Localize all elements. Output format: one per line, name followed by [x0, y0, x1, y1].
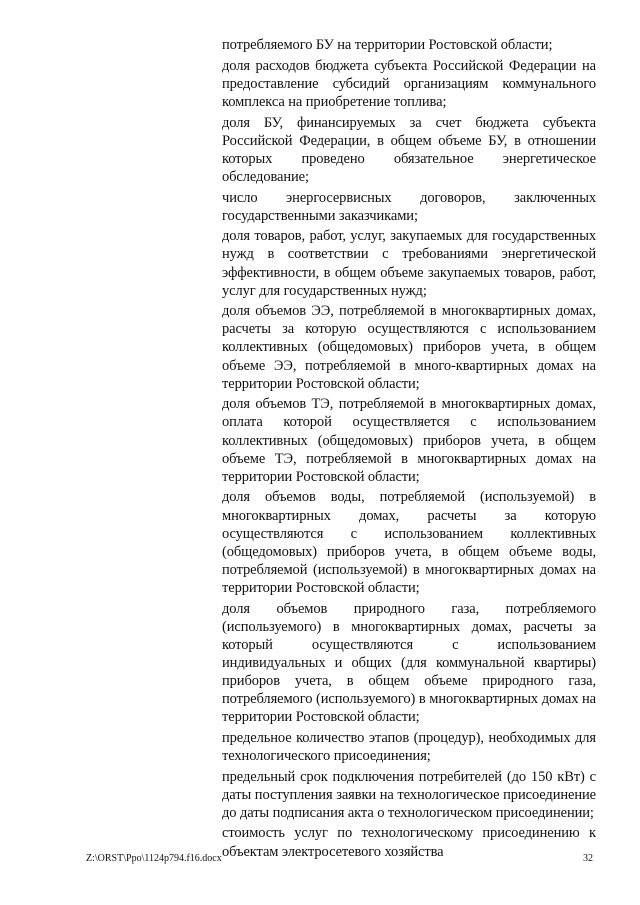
paragraph: предельное количество этапов (процедур), необходимых для технологического присоединения; — [222, 729, 596, 764]
paragraph: потребляемого БУ на территории Ростовской области; — [222, 37, 553, 53]
paragraph: доля объемов воды, потребляемой (используемой) в многоквартирных домах, расчеты за которую осуществляются с использованием коллективных (общедомовых) приборов учета, в общем объеме воды, потребляемой (используемой) в многоквартирных домах на территории Ростовской области; — [222, 489, 596, 596]
paragraph: доля расходов бюджета субъекта Российской Федерации на предоставление субсидий организациям коммунального комплекса на приобретение топлива; — [222, 57, 596, 110]
paragraph: стоимость услуг по технологическому присоединению к объектам электросетевого хозяйства — [222, 825, 596, 860]
paragraph: доля объемов ТЭ, потребляемой в многоквартирных домах, оплата которой осуществляется с использованием коллективных (общедомовых) приборов учета, в общем объеме ТЭ, потребляемой в многоквартирных домах на территории Ростовской области; — [222, 396, 596, 485]
paragraph: доля объемов ЭЭ, потребляемой в многоквартирных домах, расчеты за которую осуществляются с использованием коллективных (общедомовых) приборов учета, в общем объеме ЭЭ, потребляемой в много-квартирных домах на территории Ростовской области; — [222, 303, 596, 392]
paragraph: число энергосервисных договоров, заключенных государственными заказчиками; — [222, 189, 596, 224]
paragraph: доля объемов природного газа, потребляемого (используемого) в многоквартирных домах, расчеты за который осуществляются с использованием индивидуальных и общих (для коммунальной квартиры) приборов учета, в общем объеме природного газа, потребляемого (используемого) в многоквартирных домах на территории Ростовской области; — [222, 600, 596, 726]
footer-file-path: Z:\ORST\Ppo\1124p794.f16.docx — [86, 853, 222, 864]
paragraph: доля БУ, финансируемых за счет бюджета субъекта Российской Федерации, в общем объеме БУ, в отношении которых проведено обязательное энергетическое обследование; — [222, 114, 596, 185]
document-body — [222, 36, 596, 863]
footer-page-number: 32 — [583, 853, 593, 864]
paragraph: предельный срок подключения потребителей (до 150 кВт) с даты поступления заявки на технологическое присоединение до даты подписания акта о технологическом присоединении; — [222, 768, 596, 821]
paragraph: доля товаров, работ, услуг, закупаемых для государственных нужд в соответствии с требованиями энергетической эффективности, в общем объеме закупаемых товаров, работ, услуг для государственных нужд; — [222, 228, 596, 299]
